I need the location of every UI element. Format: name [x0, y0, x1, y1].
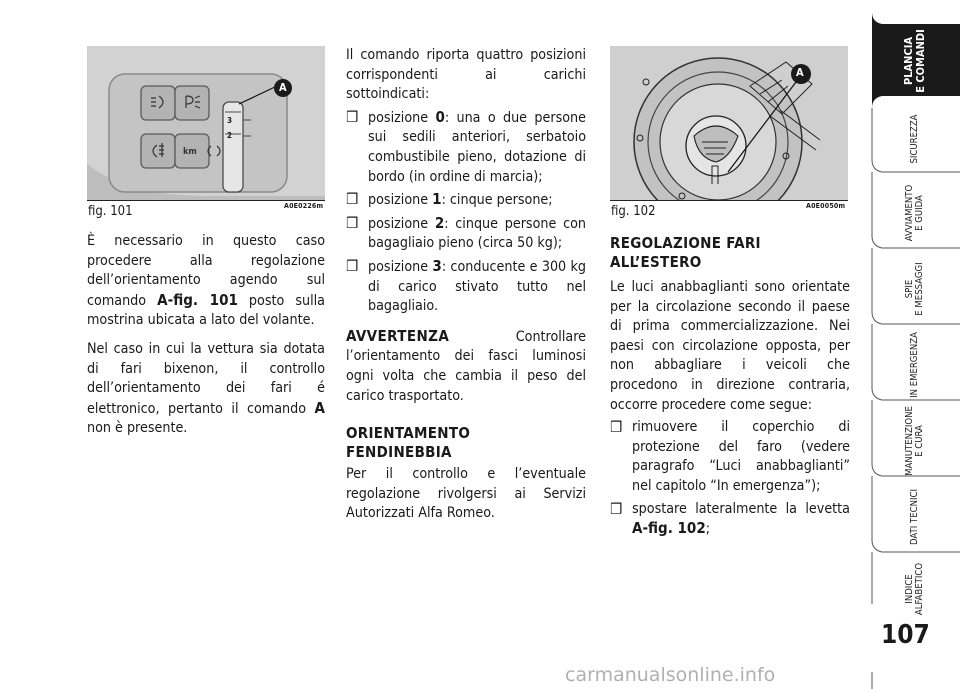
watermark-text: carmanualsonline.info [565, 664, 776, 686]
figure-101-image [87, 46, 325, 200]
list-item: ❒ posizione 1: cinque persone; [346, 190, 553, 209]
left-paragraph-2: Nel caso in cui la vettura sia dotata di fari bixenon, il controllo dell’orientamento dei fari é elettronico, pertanto il comando A non è presente. [87, 340, 325, 437]
bullet-square-icon: ❒ [346, 107, 359, 126]
bullet-square-icon: ❒ [610, 499, 623, 518]
fig101-reference: A-fig. 101 [157, 290, 238, 309]
bullet-square-icon: ❒ [346, 213, 359, 232]
middle-intro: Il comando riporta quattro posizioni corrispondenti ai carichi sottoindicati: [346, 47, 586, 103]
positions-list [346, 108, 586, 317]
figure-102-marker-a: A [796, 66, 804, 79]
right-column [610, 234, 850, 540]
figure-101-caption-line [87, 200, 325, 201]
tab-manutenzione-e-cura[interactable]: MANUTENZIONE E CURA [904, 406, 925, 476]
figure-101-label: fig. 101 [88, 204, 133, 219]
bullet-square-icon: ❒ [346, 256, 359, 275]
warning-label: AVVERTENZA [346, 326, 450, 345]
figure-101-km-button-text: km [183, 147, 197, 157]
tab-avviamento-e-guida[interactable]: AVVIAMENTO E GUIDA [904, 184, 925, 242]
figure-101-code: A0E0226m [284, 202, 324, 210]
tab-plancia-e-comandi[interactable]: PLANCIA E COMANDI [902, 29, 927, 93]
command-a-reference: A [314, 398, 325, 417]
list-item: ❒ spostare lateralmente la levetta A-fig. 102; [610, 499, 850, 538]
section-title-headlight-abroad: REGOLAZIONE FARI ALL’ESTERO [610, 234, 761, 271]
left-column [87, 232, 325, 448]
list-item: ❒ rimuovere il coperchio di protezione del faro (vedere paragrafo “Luci anabbaglianti” nel capitolo “In emergenza”); [610, 418, 850, 494]
tab-indice-alfabetico[interactable]: INDICE ALFABETICO [904, 562, 925, 616]
warning-paragraph: AVVERTENZA Controllare l’orientamento dei fasci luminosi ogni volta che cambia il peso del carico trasportato. [346, 326, 586, 404]
list-item: ❒ posizione 3: conducente e 300 kg di carico stivato tutto nel bagagliaio. [346, 256, 586, 315]
tab-in-emergenza[interactable]: IN EMERGENZA [909, 332, 920, 398]
page-number: 107 [881, 620, 930, 650]
tab-spie-e-messaggi[interactable]: SPIE E MESSAGGI [904, 262, 925, 316]
middle-column [346, 46, 586, 533]
left-paragraph-1: È necessario in questo caso procedere alla regolazione dell’orientamento agendo sul comando A-fig. 101 posto sulla mostrina ubicata a lato del volante. [87, 233, 325, 329]
figure-101-marker-a: A [279, 81, 287, 94]
headlight-abroad-intro: Le luci anabbaglianti sono orientate per la circolazione secondo il paese di prima commercializzazione. Nei paesi con circolazione opposta, per non abbagliare i veicoli che procedono in direzione contraria, occorre procedere come segue: [610, 279, 850, 413]
bullet-square-icon: ❒ [346, 190, 359, 209]
fog-lights-text: Per il controllo e l’eventuale regolazione rivolgersi ai Servizi Autorizzati Alfa Romeo. [346, 466, 586, 522]
fig102-reference: A-fig. 102 [632, 519, 706, 538]
bullet-square-icon: ❒ [610, 418, 623, 437]
section-title-fog-lights: ORIENTAMENTO FENDINEBBIA [346, 424, 471, 462]
list-item: ❒ posizione 2: cinque persone con bagagliaio pieno (circa 50 kg); [346, 213, 586, 252]
tab-sicurezza[interactable]: SICUREZZA [909, 114, 920, 164]
figure-102-code: A0E0050m [806, 202, 846, 210]
chapter-tabs [870, 0, 960, 689]
list-item: ❒ posizione 0: una o due persone sui sedili anteriori, serbatoio combustibile pieno, dotazione di bordo (in ordine di marcia); [346, 107, 586, 185]
figure-102-caption-line [610, 200, 848, 201]
tab-dati-tecnici[interactable]: DATI TECNICI [909, 489, 920, 545]
figure-102-label: fig. 102 [611, 204, 656, 219]
figure-102-image [610, 46, 848, 200]
figure-101-switch-label-2: 2 [227, 131, 233, 140]
figure-101-switch-label-3: 3 [227, 116, 233, 125]
